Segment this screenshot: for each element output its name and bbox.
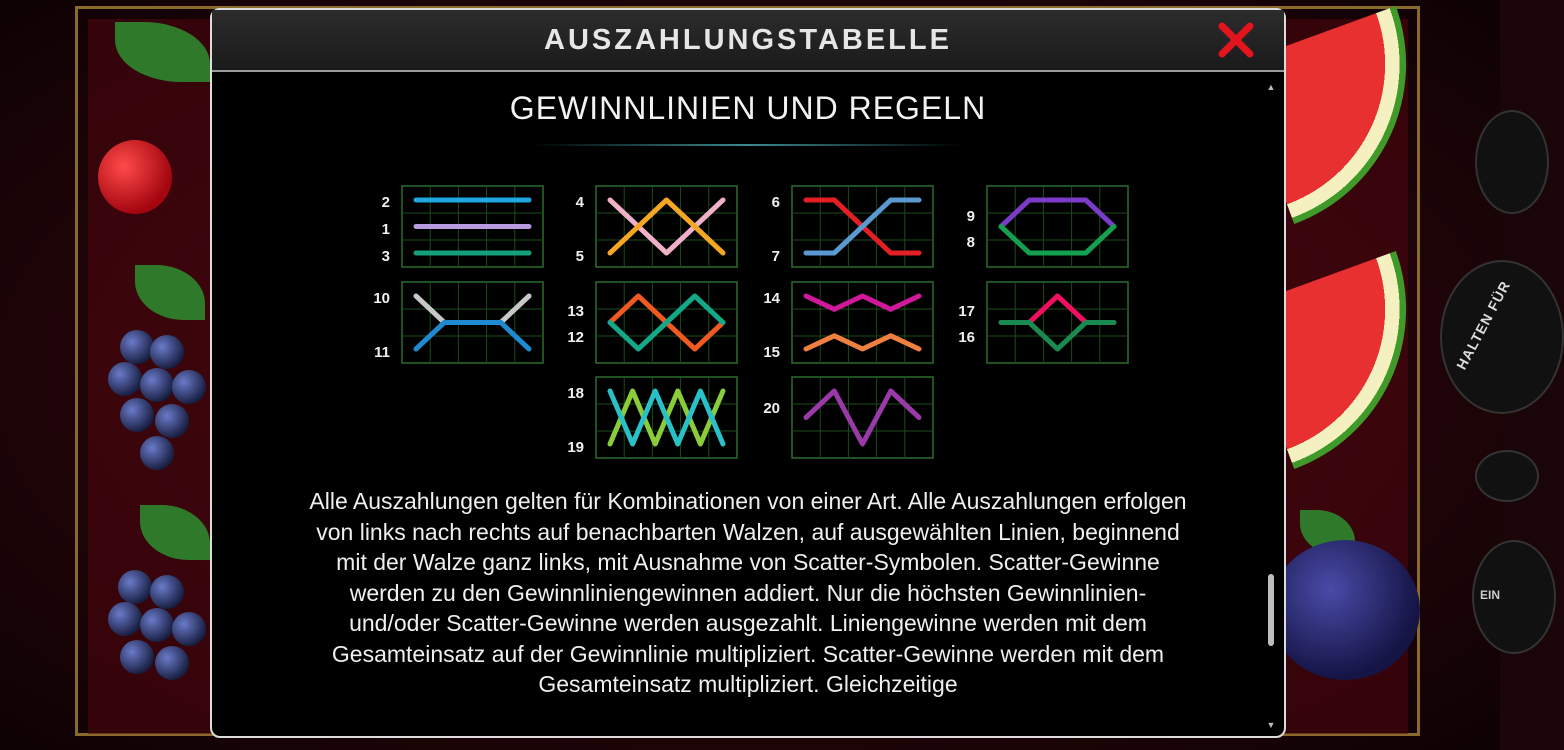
scroll-down-icon[interactable]: ▼ — [1266, 720, 1276, 730]
payline-box — [763, 377, 933, 458]
payline-box — [382, 186, 543, 267]
payline-number: 18 — [567, 385, 584, 402]
payline-number: 10 — [373, 290, 390, 307]
payline-number: 20 — [763, 400, 780, 417]
payline-number: 17 — [958, 303, 975, 320]
side-button-label: EIN — [1480, 588, 1501, 602]
payline-box — [567, 377, 737, 458]
payline-number: 5 — [575, 248, 584, 265]
paytable-modal — [210, 8, 1286, 738]
payline-box — [576, 186, 737, 267]
payline-box — [772, 186, 933, 267]
scrollbar[interactable] — [1266, 82, 1276, 730]
payline-box — [567, 282, 737, 363]
payline-number: 11 — [374, 344, 390, 361]
hold-for-autoplay-button[interactable] — [1440, 260, 1564, 414]
payline-number: 4 — [575, 194, 584, 211]
payline-number: 3 — [381, 248, 390, 265]
hold-button-label: HALTEN FÜR — [1453, 277, 1514, 373]
payline-number: 12 — [567, 329, 584, 346]
payline-number: 6 — [771, 194, 780, 211]
payline-box — [958, 282, 1128, 363]
side-button[interactable] — [1472, 540, 1556, 654]
paylines-diagram — [212, 10, 1284, 480]
payline-box — [763, 282, 933, 363]
scroll-thumb[interactable] — [1268, 574, 1274, 646]
payline-number: 8 — [966, 234, 975, 251]
payline-number: 1 — [381, 221, 390, 238]
payline-number: 7 — [771, 248, 780, 265]
modal-title: AUSZAHLUNGSTABELLE — [544, 24, 952, 56]
cherry-icon — [98, 140, 172, 214]
section-title: GEWINNLINIEN UND REGELN — [509, 90, 987, 126]
side-button[interactable] — [1475, 450, 1539, 502]
payline-number: 16 — [958, 329, 975, 346]
payline-number: 15 — [763, 344, 780, 361]
plum-icon — [1270, 540, 1420, 680]
payline-number: 13 — [567, 303, 584, 320]
payline-number: 14 — [763, 290, 780, 307]
payline-number: 9 — [966, 208, 975, 225]
scroll-up-icon[interactable]: ▲ — [1266, 82, 1276, 92]
side-button[interactable] — [1475, 110, 1549, 214]
payline-number: 2 — [381, 194, 390, 211]
payline-number: 19 — [567, 439, 584, 456]
payline-box — [967, 186, 1128, 267]
rules-text: Alle Auszahlungen gelten für Kombinationen von einer Art. Alle Auszahlungen erfolgen von links nach rechts auf benachbarten Walzen, auf ausgewählten Linien, beginnend mit der Walze ganz links, mit Ausnahme von Scatter-Symbolen. Scatter-Gewinne werden zu den Gewinnliniengewinnen addiert. Nur die höchsten Gewinnlinien- und/oder Scatter-Gewinne werden ausgezahlt. Liniengewinne werden mit dem Gesamteinsatz auf der Gewinnlinie multipliziert. Scatter-Gewinne werden mit dem Gesamteinsatz multipliziert. Gleichzeitige — [309, 488, 1187, 697]
payline-box — [373, 282, 543, 363]
